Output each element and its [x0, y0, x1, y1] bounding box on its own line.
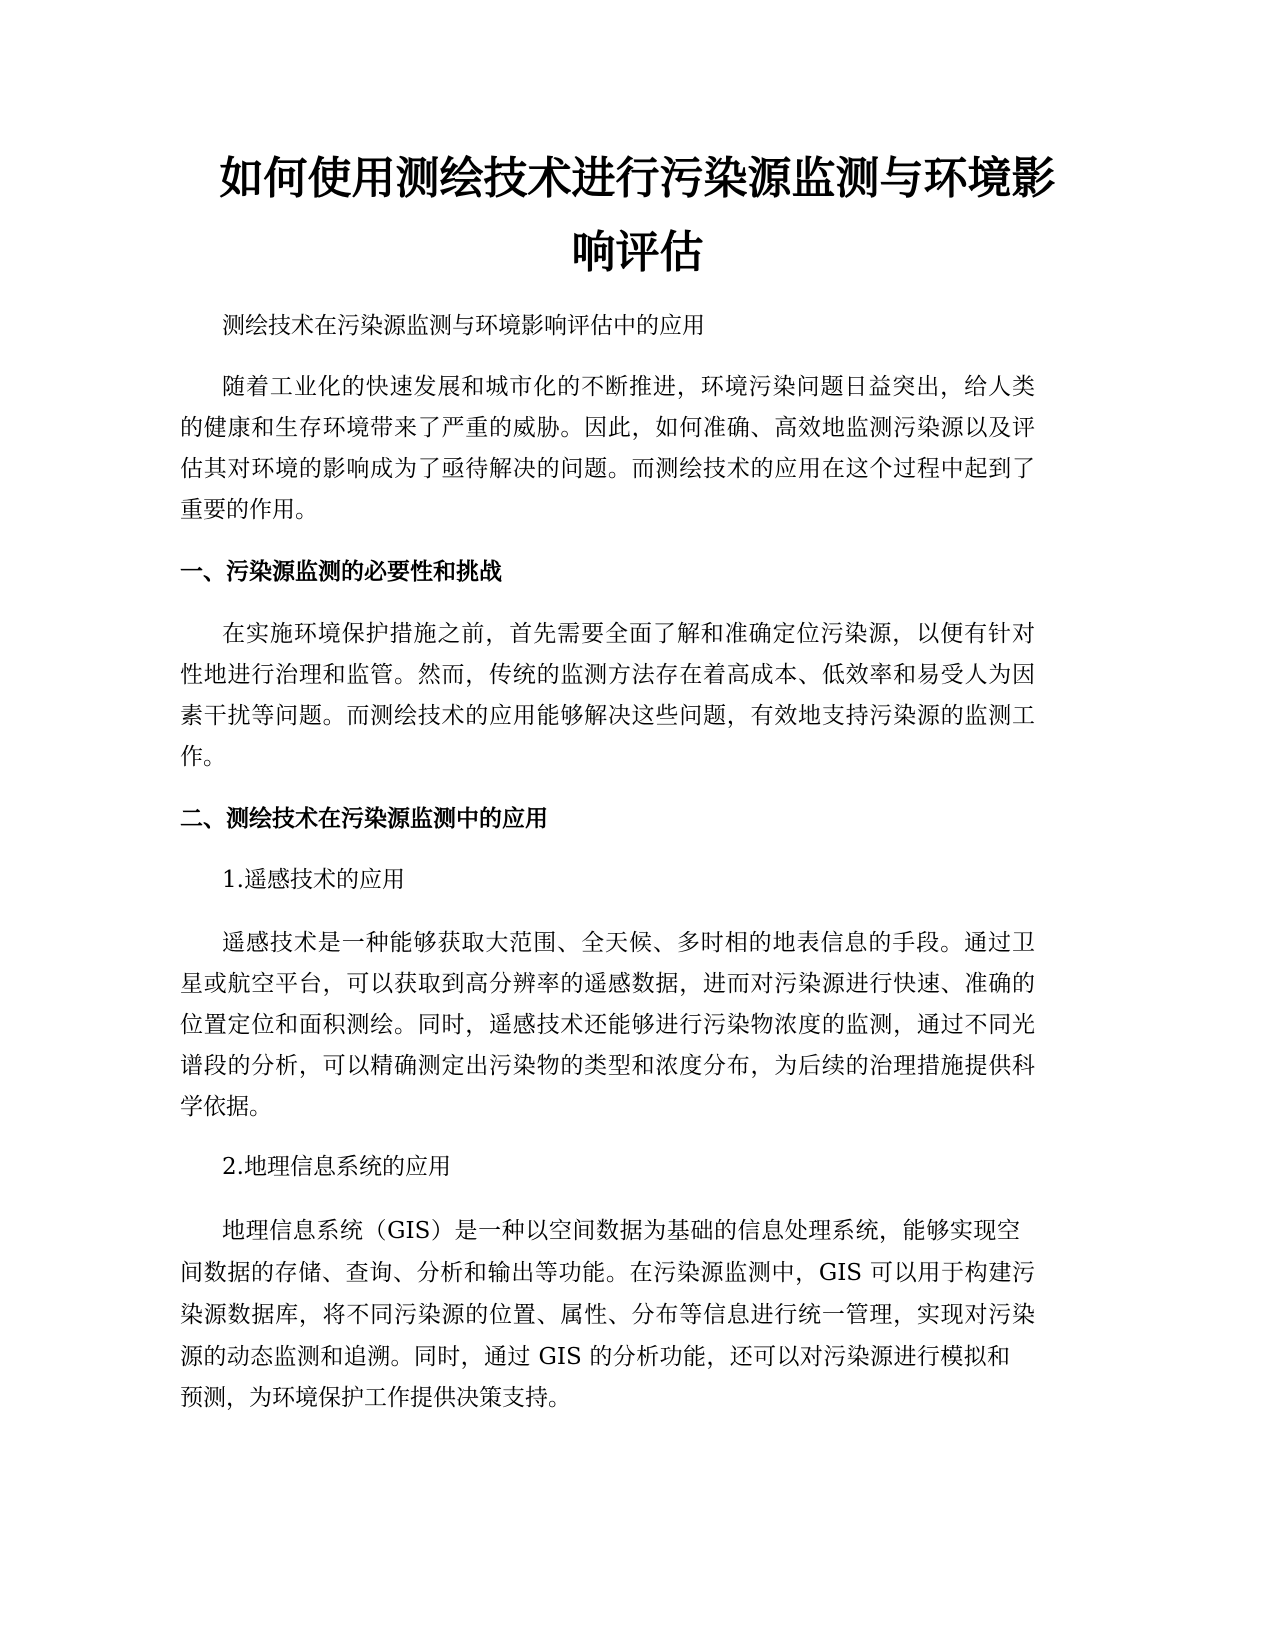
subsection-1-paragraph-line: 星或航空平台，可以获取到高分辨率的遥感数据，进而对污染源进行快速、准确的 — [180, 971, 1035, 997]
subsection-2-title: 2.地理信息系统的应用 — [222, 1154, 451, 1180]
subsection-2-paragraph-line: 预测，为环境保护工作提供决策支持。 — [180, 1385, 571, 1411]
subsection-1-title: 1.遥感技术的应用 — [222, 867, 405, 893]
section-1-paragraph-line: 性地进行治理和监管。然而，传统的监测方法存在着高成本、低效率和易受人为因 — [180, 662, 1035, 688]
intro-paragraph-line: 的健康和生存环境带来了严重的威胁。因此，如何准确、高效地监测污染源以及评 — [180, 415, 1035, 441]
section-2-heading: 二、测绘技术在污染源监测中的应用 — [180, 806, 548, 832]
document-title-line-1: 如何使用测绘技术进行污染源监测与环境影 — [219, 153, 1056, 204]
intro-paragraph-line: 重要的作用。 — [180, 497, 318, 523]
subsection-2-paragraph-line: 间数据的存储、查询、分析和输出等功能。在污染源监测中，GIS 可以用于构建污 — [180, 1260, 1035, 1286]
subsection-1-paragraph-line: 遥感技术是一种能够获取大范围、全天候、多时相的地表信息的手段。通过卫 — [222, 930, 1035, 956]
subsection-2-paragraph-line: 源的动态监测和追溯。同时，通过 GIS 的分析功能，还可以对污染源进行模拟和 — [180, 1344, 1010, 1370]
document-subtitle: 测绘技术在污染源监测与环境影响评估中的应用 — [222, 313, 705, 339]
intro-paragraph-line: 随着工业化的快速发展和城市化的不断推进，环境污染问题日益突出，给人类 — [222, 374, 1035, 400]
section-1-heading: 一、污染源监测的必要性和挑战 — [180, 559, 502, 585]
intro-paragraph-line: 估其对环境的影响成为了亟待解决的问题。而测绘技术的应用在这个过程中起到了 — [180, 456, 1035, 482]
section-1-paragraph-line: 作。 — [180, 744, 226, 770]
subsection-2-paragraph-line: 地理信息系统（GIS）是一种以空间数据为基础的信息处理系统，能够实现空 — [222, 1218, 1020, 1244]
section-1-paragraph-line: 在实施环境保护措施之前，首先需要全面了解和准确定位污染源，以便有针对 — [222, 621, 1035, 647]
subsection-1-paragraph-line: 谱段的分析，可以精确测定出污染物的类型和浓度分布，为后续的治理措施提供科 — [180, 1053, 1035, 1079]
subsection-1-paragraph-line: 位置定位和面积测绘。同时，遥感技术还能够进行污染物浓度的监测，通过不同光 — [180, 1012, 1035, 1038]
document-title-line-2: 响评估 — [571, 227, 704, 278]
section-1-paragraph-line: 素干扰等问题。而测绘技术的应用能够解决这些问题，有效地支持污染源的监测工 — [180, 703, 1035, 729]
subsection-1-paragraph-line: 学依据。 — [180, 1094, 272, 1120]
subsection-2-paragraph-line: 染源数据库，将不同污染源的位置、属性、分布等信息进行统一管理，实现对污染 — [180, 1302, 1035, 1328]
